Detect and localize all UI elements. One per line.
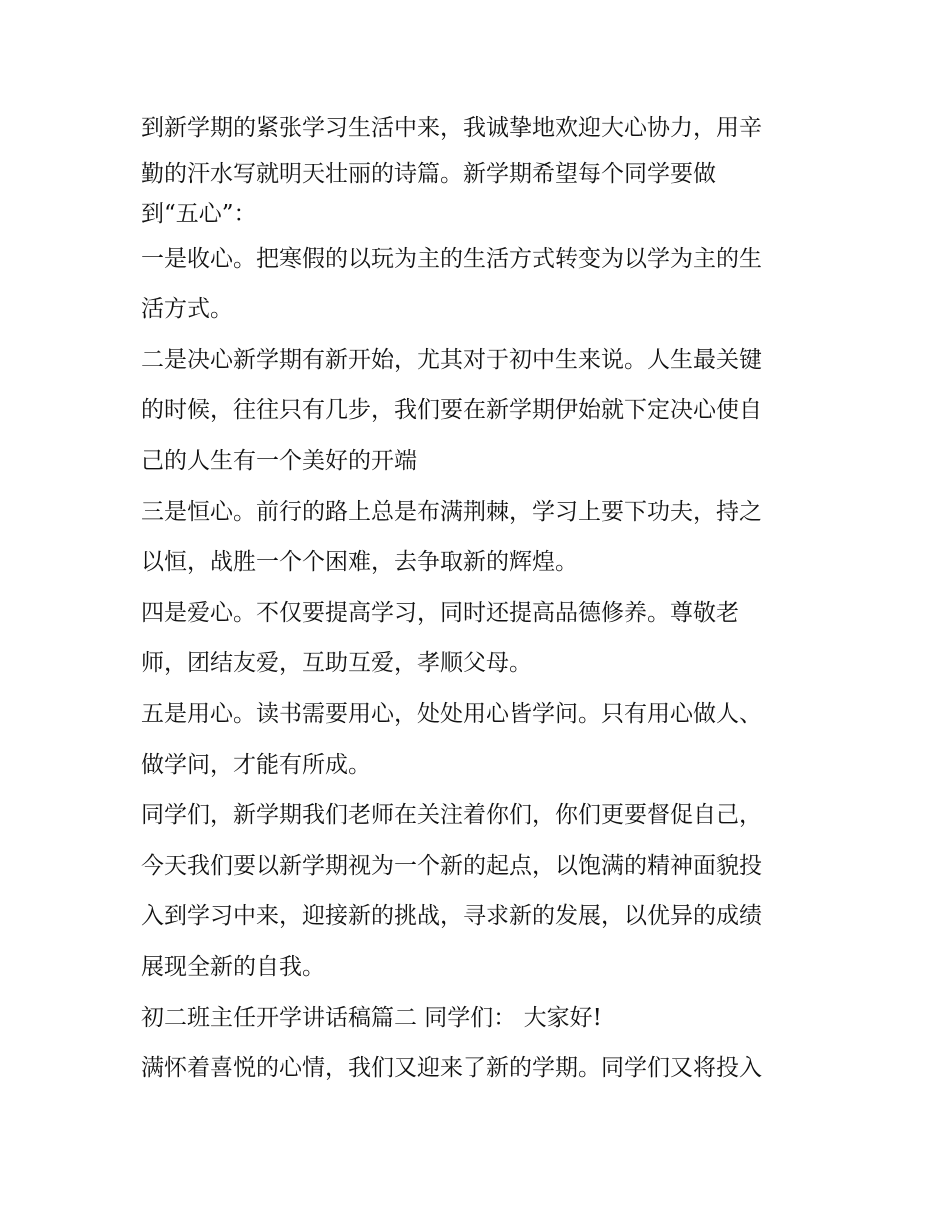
text-line: 满怀着喜悦的心情，我们又迎来了新的学期。同学们又将投入 [141,1055,762,1082]
text-line: 今天我们要以新学期视为一个新的起点，以饱满的精神面貌投 [141,852,762,879]
text-line: 己的人生有一个美好的开端 [141,447,417,474]
document-body [141,103,821,1094]
text-line: 活方式。 [141,296,233,323]
text-line: 勤的汗水写就明天壮丽的诗篇。新学期希望每个同学要做 [141,160,716,187]
text-line: 三是恒心。前行的路上总是布满荆棘，学习上要下功夫，持之 [141,498,762,525]
text-line: 入到学习中来，迎接新的挑战，寻求新的发展，以优异的成绩 [141,903,762,930]
text-line: 四是爱心。不仅要提高学习，同时还提高品德修养。尊敬老 [141,599,739,626]
text-line: 到新学期的紧张学习生活中来，我诚挚地欢迎大心协力，用辛 [141,115,762,141]
text-line: 展现全新的自我。 [141,953,325,980]
text-line: 师，团结友爱，互助互爱，孝顺父母。 [141,650,532,677]
text-line: 初二班主任开学讲话稿篇二 同学们： 大家好! [141,1004,602,1031]
text-line: 五是用心。读书需要用心，处处用心皆学问。只有用心做人、 [141,700,762,727]
text-line: 做学问，才能有所成。 [141,751,371,778]
text-line: 同学们，新学期我们老师在关注着你们，你们更要督促自己， [141,802,762,829]
text-line: 二是决心新学期有新开始，尤其对于初中生来说。人生最关键 [141,346,762,373]
text-line: 以恒，战胜一个个困难，去争取新的辉煌。 [141,549,578,576]
text-line: 一是收心。把寒假的以玩为主的生活方式转变为以学为主的生 [141,245,762,272]
text-line: 的时候，往往只有几步，我们要在新学期伊始就下定决心使自 [141,397,762,424]
text-line: 到“五心”： [141,200,257,227]
